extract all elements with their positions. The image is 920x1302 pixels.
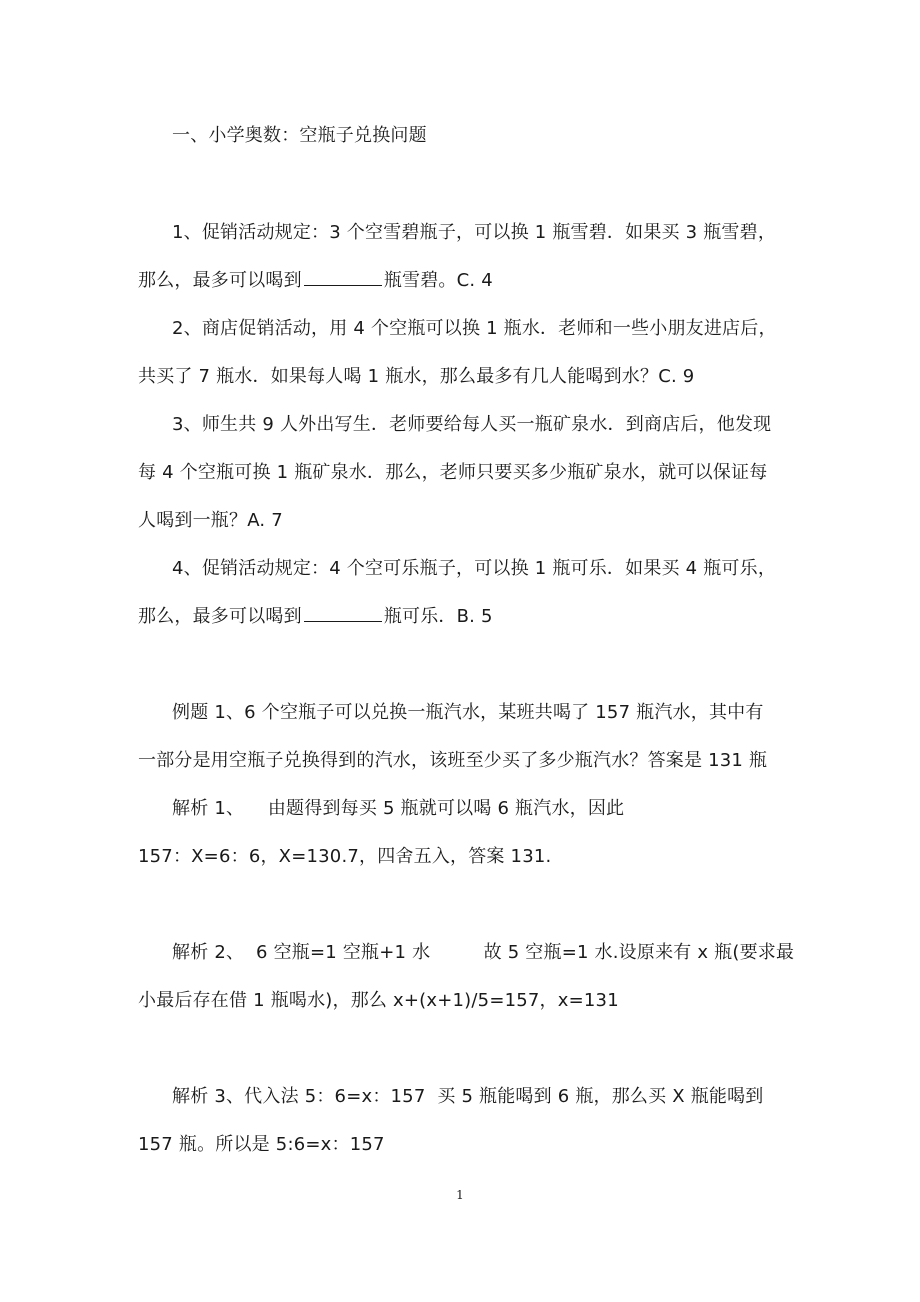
question-2-line-2: 共买了 7 瓶水．如果每人喝 1 瓶水，那么最多有几人能喝到水？C. 9	[138, 366, 695, 387]
analysis-2-line-1: 解析 2、 6 空瓶=1 空瓶+1 水 故 5 空瓶=1 水.设原来有 x 瓶(要求最	[172, 942, 795, 963]
page-number: 1	[456, 1188, 464, 1202]
question-4-line-2	[138, 605, 493, 629]
question-1-line-1: 1、促销活动规定：3 个空雪碧瓶子，可以换 1 瓶雪碧．如果买 3 瓶雪碧，	[172, 222, 777, 243]
question-1-text-after-blank: 瓶雪碧。C. 4	[383, 270, 493, 291]
question-4-text-before-blank: 那么，最多可以喝到	[138, 606, 302, 627]
question-1-text-before-blank: 那么，最多可以喝到	[138, 270, 302, 291]
question-2-line-1: 2、商店促销活动，用 4 个空瓶可以换 1 瓶水．老师和一些小朋友进店后，	[172, 318, 777, 339]
document-heading: 一、小学奥数：空瓶子兑换问题	[172, 125, 427, 146]
analysis-3-line-1: 解析 3、代入法 5：6=x：157 买 5 瓶能喝到 6 瓶，那么买 X 瓶能喝到	[172, 1086, 764, 1107]
answer-blank	[304, 285, 382, 286]
example-line-1: 例题 1、6 个空瓶子可以兑换一瓶汽水，某班共喝了 157 瓶汽水，其中有	[172, 702, 764, 723]
question-3-line-3: 人喝到一瓶？A. 7	[138, 510, 283, 531]
example-line-2: 一部分是用空瓶子兑换得到的汽水，该班至少买了多少瓶汽水？答案是 131 瓶	[138, 750, 768, 771]
question-4-line-1: 4、促销活动规定：4 个空可乐瓶子，可以换 1 瓶可乐．如果买 4 瓶可乐，	[172, 558, 777, 579]
question-1-line-2	[138, 269, 493, 293]
analysis-1-line-2: 157：X=6：6，X=130.7，四舍五入，答案 131.	[138, 846, 552, 867]
analysis-2-line-2: 小最后存在借 1 瓶喝水)，那么 x+(x+1)/5=157，x=131	[138, 990, 619, 1011]
analysis-3-line-2: 157 瓶。所以是 5:6=x：157	[138, 1134, 385, 1155]
question-4-text-after-blank: 瓶可乐．B. 5	[383, 606, 493, 627]
analysis-1-line-1: 解析 1、 由题得到每买 5 瓶就可以喝 6 瓶汽水，因此	[172, 798, 625, 819]
question-3-line-2: 每 4 个空瓶可换 1 瓶矿泉水．那么，老师只要买多少瓶矿泉水，就可以保证每	[138, 462, 768, 483]
question-3-line-1: 3、师生共 9 人外出写生．老师要给每人买一瓶矿泉水．到商店后，他发现	[172, 414, 772, 435]
answer-blank	[304, 621, 382, 622]
